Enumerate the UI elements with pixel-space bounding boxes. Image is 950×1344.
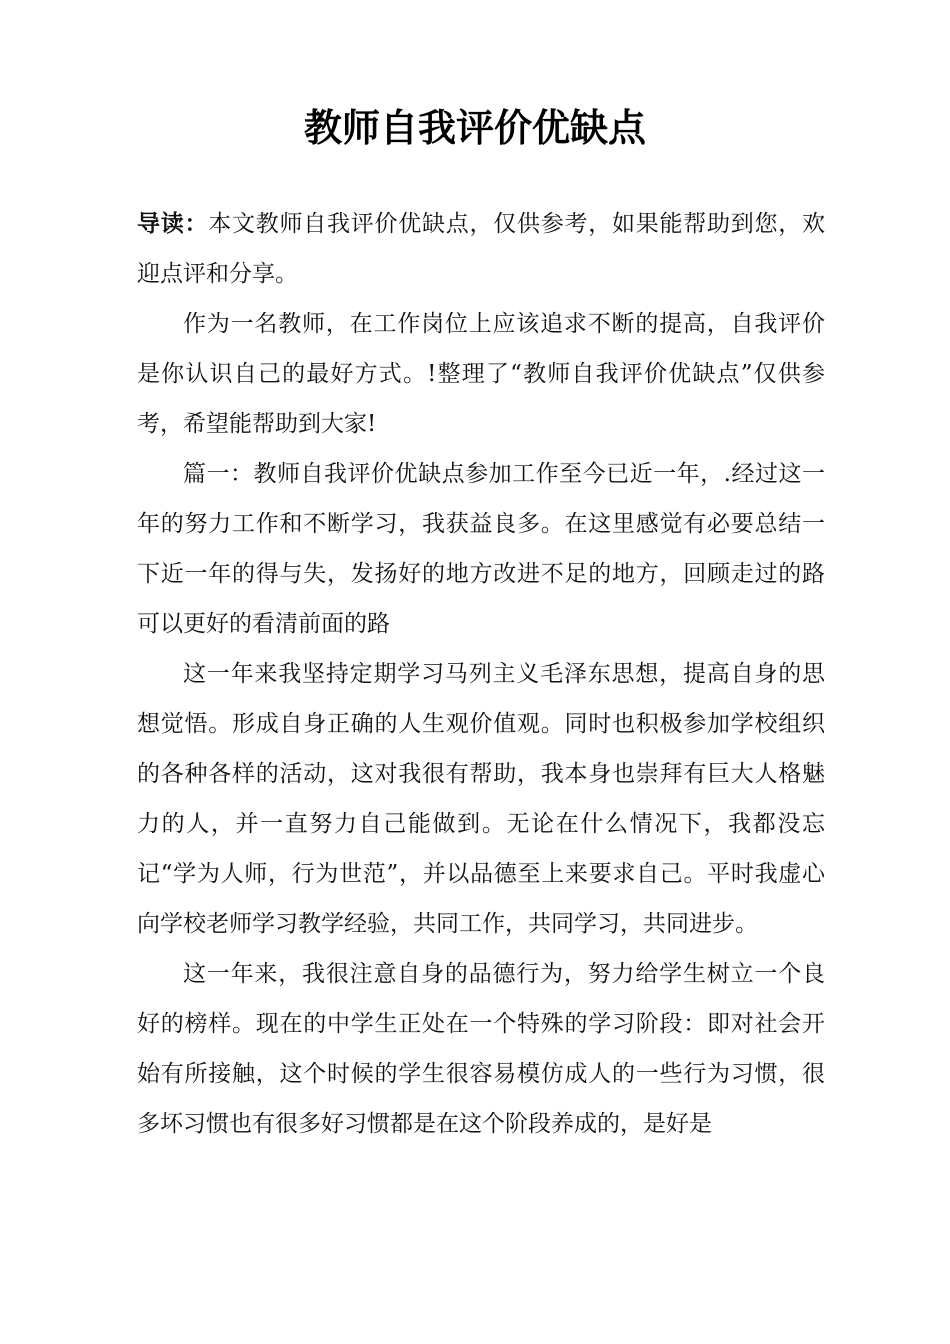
lead-paragraph	[137, 199, 825, 299]
document-body	[137, 199, 825, 1149]
lead-text: 本文教师自我评价优缺点，仅供参考，如果能帮助到您，欢迎点评和分享。	[137, 211, 825, 287]
paragraph-study: 这一年来我坚持定期学习马列主义毛泽东思想，提高自身的思想觉悟。形成自身正确的人生观价值观。同时也积极参加学校组织的各种各样的活动，这对我很有帮助，我本身也崇拜有巨大人格魅力的人，并一直努力自己能做到。无论在什么情况下，我都没忘记“学为人师，行为世范”，并以品德至上来要求自己。平时我虚心向学校老师学习教学经验，共同工作，共同学习，共同进步。	[137, 661, 825, 937]
document-title: 教师自我评价优缺点	[303, 106, 646, 150]
paragraph-intro: 作为一名教师，在工作岗位上应该追求不断的提高，自我评价是你认识自己的最好方式。!整理了“教师自我评价优缺点”仅供参考，希望能帮助到大家!	[137, 311, 825, 437]
paragraph-part-one: 篇一：教师自我评价优缺点参加工作至今已近一年，.经过这一年的努力工作和不断学习，我获益良多。在这里感觉有必要总结一下近一年的得与失，发扬好的地方改进不足的地方，回顾走过的路可以更好的看清前面的路	[137, 461, 825, 637]
paragraph-conduct: 这一年来，我很注意自身的品德行为，努力给学生树立一个良好的榜样。现在的中学生正处在一个特殊的学习阶段：即对社会开始有所接触，这个时候的学生很容易模仿成人的一些行为习惯，很多坏习惯也有很多好习惯都是在这个阶段养成的，是好是	[137, 961, 825, 1137]
lead-label: 导读：	[137, 211, 209, 237]
